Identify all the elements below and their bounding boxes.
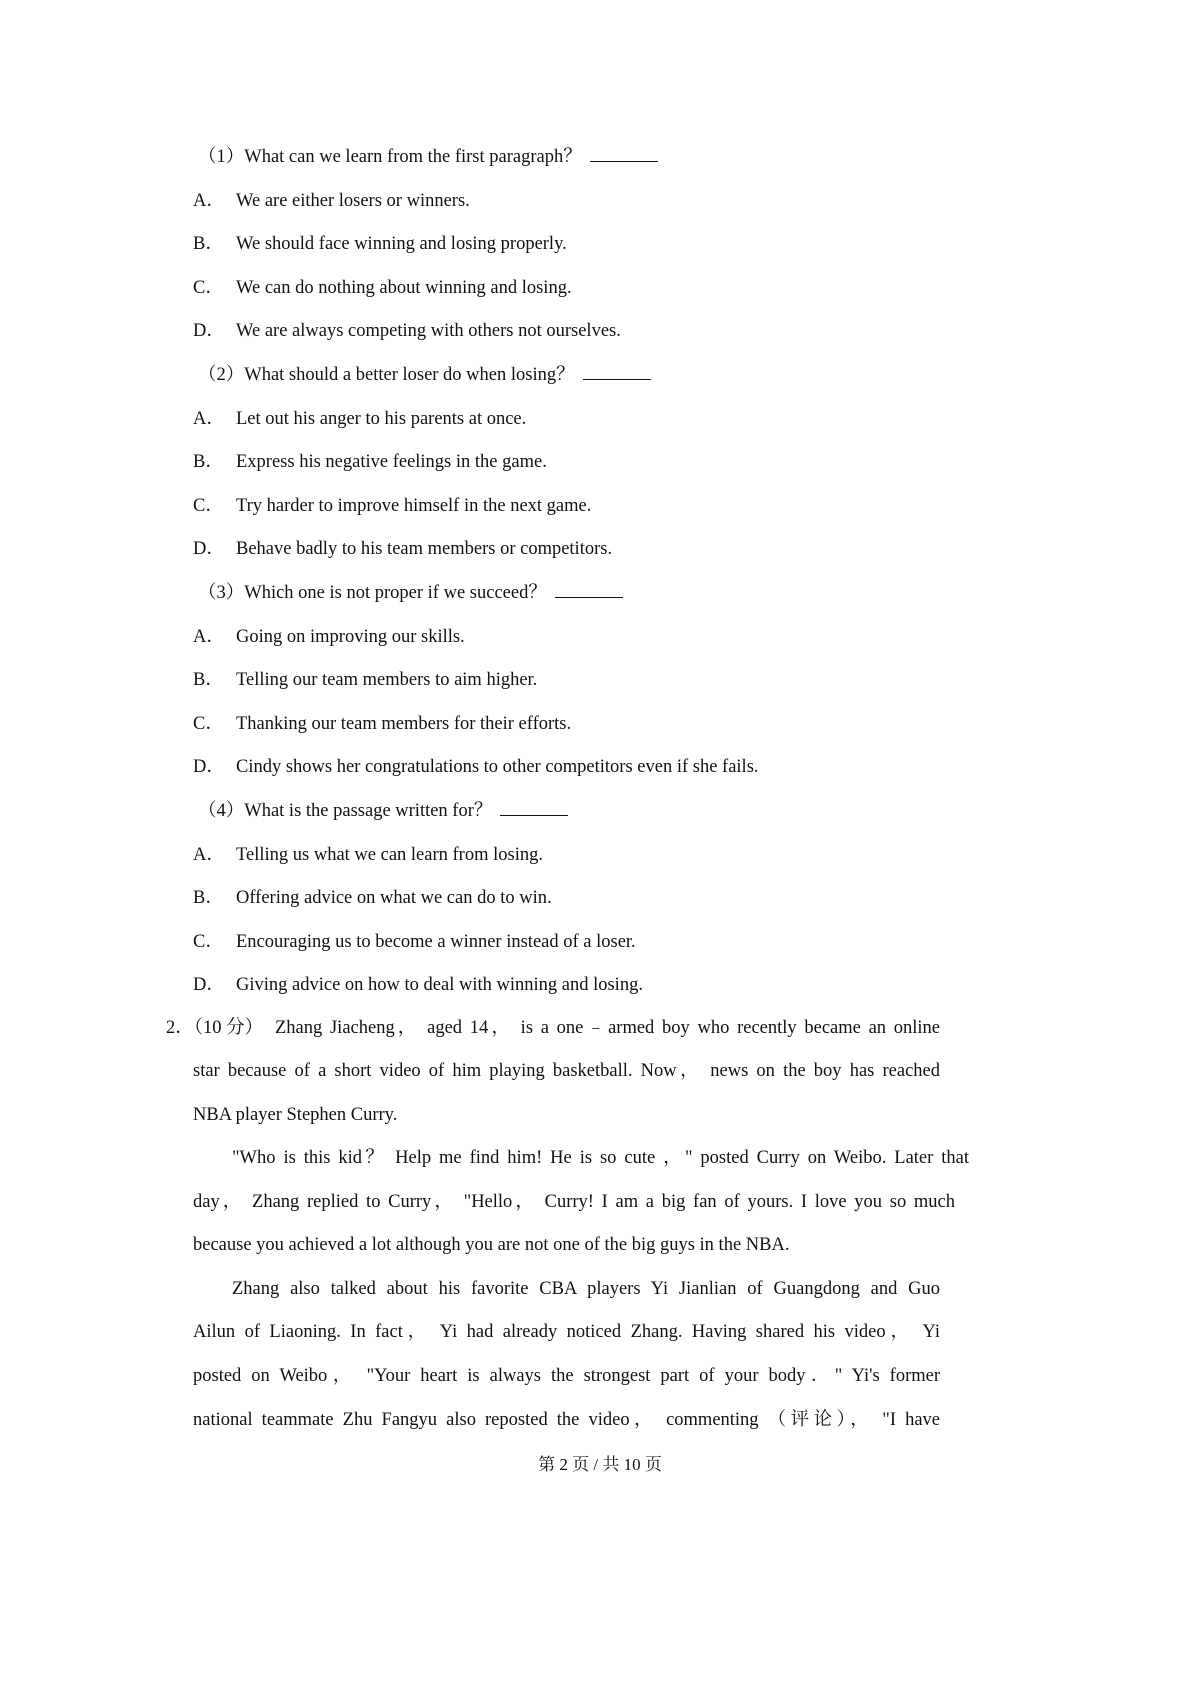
option-a <box>193 189 470 213</box>
option-a <box>193 625 465 649</box>
option-text: Encouraging us to become a winner instead of a loser. <box>236 932 636 952</box>
passage-line: NBA player Stephen Curry. <box>193 1105 398 1125</box>
option-text: We can do nothing about winning and losing. <box>236 278 572 298</box>
option-text: Offering advice on what we can do to win. <box>236 888 552 908</box>
passage-line: Zhang Jiacheng， aged 14， is a one﹣armed boy who recently became an online <box>275 1018 940 1038</box>
option-letter: B． <box>193 452 224 472</box>
option-text: We should face winning and losing properly. <box>236 234 567 254</box>
option-letter: A． <box>193 191 225 211</box>
passage-line: "Who is this kid？ Help me find him! He is so cute ，" posted Curry on Weibo. Later that <box>232 1148 969 1168</box>
option-letter: B． <box>193 234 224 254</box>
option-b <box>193 450 547 474</box>
option-letter: C． <box>193 278 224 298</box>
option-text: Try harder to improve himself in the next game. <box>236 496 592 516</box>
option-c <box>193 494 591 518</box>
answer-blank <box>500 799 568 816</box>
question-number: 2．（10 分） <box>166 1018 264 1038</box>
option-letter: D． <box>193 975 225 995</box>
stem-text: （3）Which one is not proper if we succeed？ <box>198 583 547 603</box>
option-text: Behave badly to his team members or competitors. <box>236 539 613 559</box>
option-b <box>193 668 537 692</box>
question-stem <box>198 363 651 387</box>
question-stem <box>198 145 658 169</box>
option-letter: C． <box>193 496 224 516</box>
option-text: Thanking our team members for their efforts. <box>236 714 572 734</box>
option-a <box>193 407 526 431</box>
passage-line: star because of a short video of him playing basketball. Now， news on the boy has reached <box>193 1061 940 1081</box>
stem-text: （2）What should a better loser do when losing？ <box>198 365 575 385</box>
passage-line: national teammate Zhu Fangyu also reposted the video， commenting （评论）， "I have <box>193 1410 940 1430</box>
option-c <box>193 712 571 736</box>
option-text: Let out his anger to his parents at once. <box>236 409 527 429</box>
option-letter: D． <box>193 539 225 559</box>
passage-line: Zhang also talked about his favorite CBA players Yi Jianlian of Guangdong and Guo <box>232 1279 940 1299</box>
option-letter: C． <box>193 932 224 952</box>
option-text: Telling our team members to aim higher. <box>236 670 538 690</box>
passage-line: Ailun of Liaoning. In fact， Yi had already noticed Zhang. Having shared his video， Yi <box>193 1322 940 1342</box>
option-text: Express his negative feelings in the game. <box>236 452 547 472</box>
option-letter: A． <box>193 845 225 865</box>
question-stem <box>198 581 623 605</box>
option-d <box>193 537 612 561</box>
stem-text: （4）What is the passage written for？ <box>198 801 493 821</box>
option-letter: D． <box>193 757 225 777</box>
option-letter: B． <box>193 888 224 908</box>
option-c <box>193 276 572 300</box>
option-letter: C． <box>193 714 224 734</box>
passage-line: posted on Weibo， "Your heart is always the strongest part of your body．" Yi's former <box>193 1366 940 1386</box>
answer-blank <box>583 363 651 380</box>
question-stem <box>198 799 568 823</box>
answer-blank <box>555 581 623 598</box>
option-b <box>193 886 552 910</box>
option-text: We are either losers or winners. <box>236 191 470 211</box>
stem-text: （1）What can we learn from the first paragraph？ <box>198 147 582 167</box>
option-d <box>193 319 621 343</box>
option-text: Cindy shows her congratulations to other competitors even if she fails. <box>236 757 759 777</box>
option-letter: D． <box>193 321 225 341</box>
option-text: We are always competing with others not ourselves. <box>236 321 621 341</box>
option-text: Giving advice on how to deal with winning and losing. <box>236 975 643 995</box>
option-d <box>193 973 643 997</box>
option-d <box>193 755 759 779</box>
option-c <box>193 930 636 954</box>
passage-line: because you achieved a lot although you are not one of the big guys in the NBA. <box>193 1235 790 1255</box>
answer-blank <box>590 145 658 162</box>
option-letter: B． <box>193 670 224 690</box>
option-letter: A． <box>193 627 225 647</box>
option-text: Going on improving our skills. <box>236 627 465 647</box>
option-text: Telling us what we can learn from losing. <box>236 845 543 865</box>
option-letter: A． <box>193 409 225 429</box>
passage-line: day， Zhang replied to Curry， "Hello， Curry! I am a big fan of yours. I love you so much <box>193 1192 955 1212</box>
option-a <box>193 843 543 867</box>
page-footer: 第 2 页 / 共 10 页 <box>538 1455 662 1474</box>
option-b <box>193 232 567 256</box>
